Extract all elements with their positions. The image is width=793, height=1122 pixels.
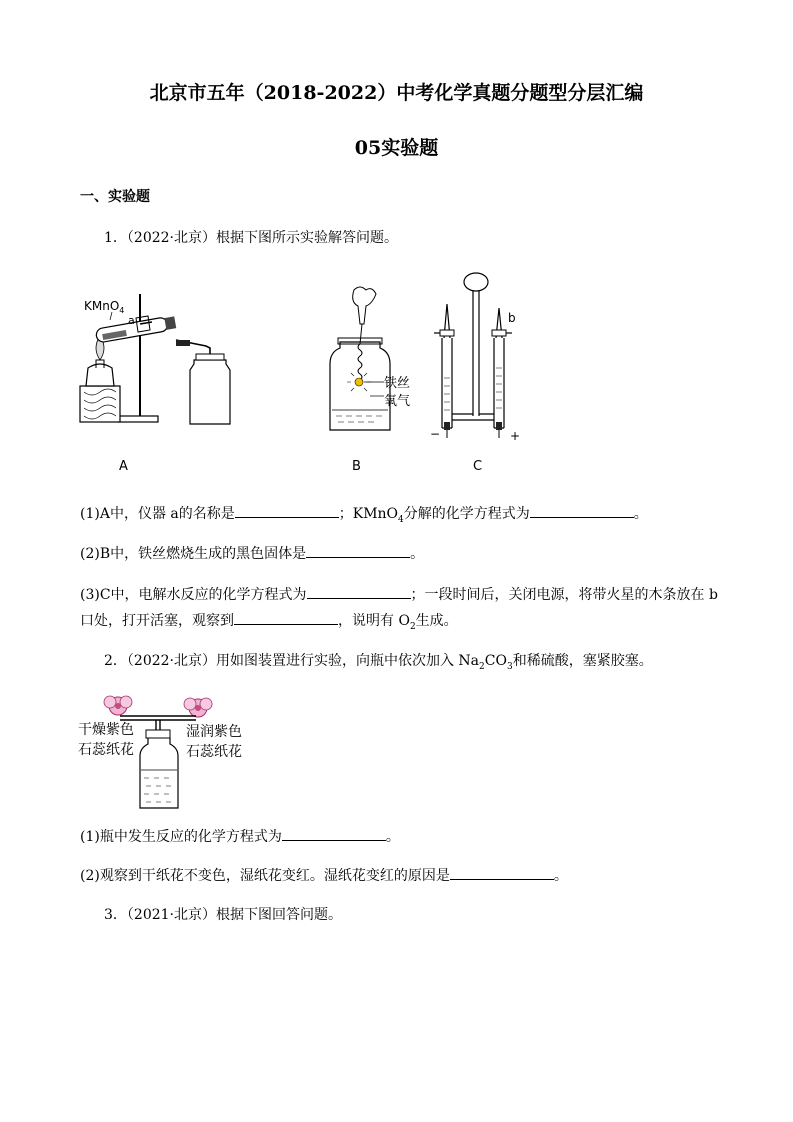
answer-blank[interactable] bbox=[234, 610, 338, 625]
dry-flower-icon bbox=[104, 696, 132, 715]
dry-flower-label-1: 干燥紫色 bbox=[78, 722, 134, 738]
wet-flower-label-1: 湿润紫色 bbox=[186, 724, 242, 740]
instrument-a-label: a bbox=[128, 314, 135, 327]
answer-blank[interactable] bbox=[530, 503, 634, 518]
wet-flower-icon bbox=[184, 698, 212, 717]
figure-c-caption: C bbox=[473, 459, 483, 474]
plus-electrode-label: + bbox=[510, 429, 521, 443]
answer-blank[interactable] bbox=[235, 503, 339, 518]
answer-blank[interactable] bbox=[306, 543, 410, 558]
page-title: 北京市五年（2018-2022）中考化学真题分题型分层汇编 bbox=[149, 82, 644, 104]
oxygen-label: 氧气 bbox=[384, 394, 411, 409]
q2-part1: (1)瓶中发生反应的化学方程式为 。 bbox=[80, 826, 400, 847]
answer-blank[interactable] bbox=[307, 584, 411, 599]
q1-part3-line2: 口处，打开活塞，观察到 ，说明有 $O_2$生成。 bbox=[80, 610, 458, 637]
figure-a-caption: A bbox=[119, 459, 128, 474]
figure-q2-apparatus bbox=[78, 692, 258, 812]
section-heading: 一、实验题 bbox=[80, 189, 150, 205]
dry-flower-label-2: 石蕊纸花 bbox=[78, 742, 134, 758]
page-subtitle: 05实验题 bbox=[354, 137, 439, 159]
outlet-b-label: b bbox=[508, 311, 516, 325]
minus-electrode-label: − bbox=[430, 427, 441, 441]
q2-stem: 2．（2022·北京）用如图装置进行实验，向瓶中依次加入 $Na_2CO_3$和稀硫酸，塞紧胶塞。 bbox=[104, 653, 653, 672]
q1-stem: 1．（2022·北京）根据下图所示实验解答问题。 bbox=[104, 230, 398, 246]
q2-part2: (2)观察到干纸花不变色，湿纸花变红。湿纸花变红的原因是 。 bbox=[80, 865, 568, 886]
figure-b-apparatus bbox=[326, 284, 436, 434]
q3-stem: 3．（2021·北京）根据下图回答问题。 bbox=[104, 907, 342, 923]
wet-flower-label-2: 石蕊纸花 bbox=[186, 744, 242, 760]
figure-b-caption: B bbox=[352, 459, 361, 474]
q1-part3-line1: (3)C中，电解水反应的化学方程式为 ；一段时间后，关闭电源，将带火星的木条放在 b bbox=[80, 584, 718, 605]
iron-wire-label: 铁丝 bbox=[384, 376, 411, 391]
answer-blank[interactable] bbox=[282, 826, 386, 841]
answer-blank[interactable] bbox=[450, 865, 554, 880]
figure-c-apparatus bbox=[428, 268, 528, 448]
kmno4-label: KMnO$_4$ bbox=[84, 299, 125, 315]
q1-part1: (1)A中，仪器 a的名称是 ；KMnO$_4$分解的化学方程式为 。 bbox=[80, 503, 648, 530]
q1-part2: (2)B中，铁丝燃烧生成的黑色固体是 。 bbox=[80, 543, 424, 564]
figure-a-apparatus bbox=[80, 288, 240, 438]
